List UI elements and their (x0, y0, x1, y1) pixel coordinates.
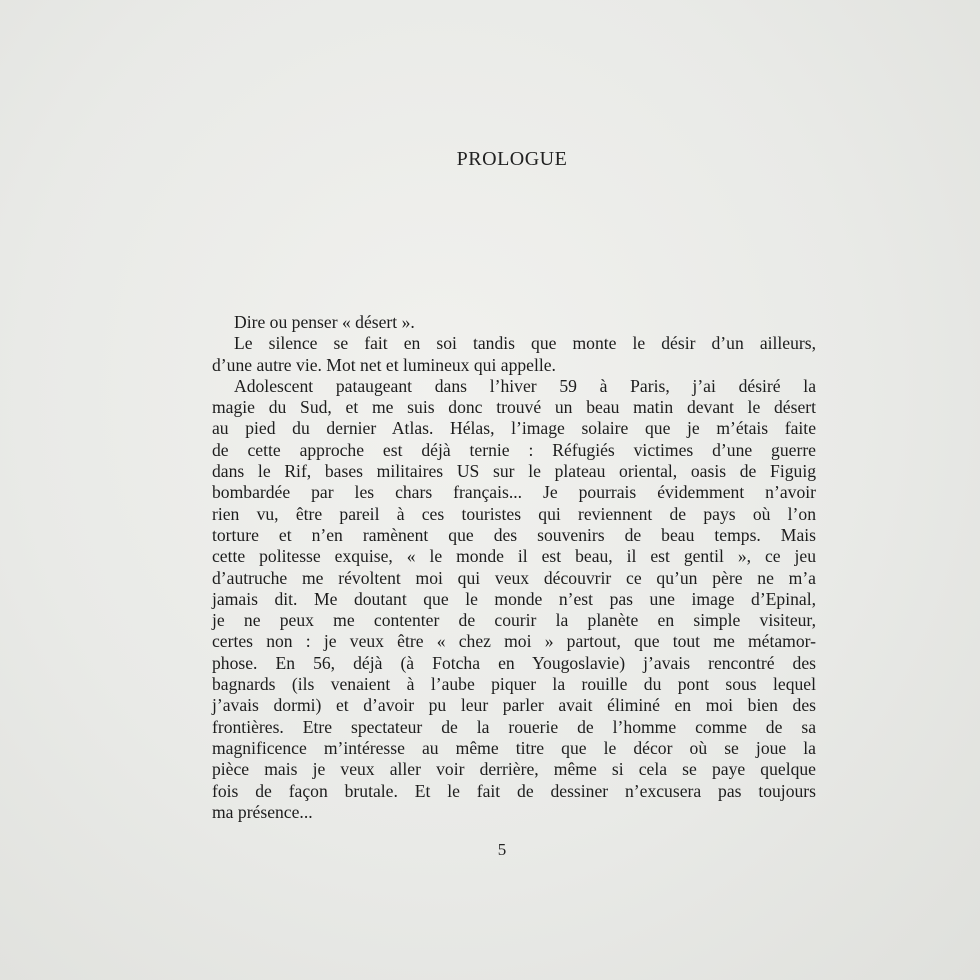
text-line: rien vu, être pareil à ces touristes qui reviennent de pays où l’on (212, 503, 816, 524)
text-line: Adolescent pataugeant dans l’hiver 59 à Paris, j’ai désiré la (234, 375, 816, 396)
text-line: d’une autre vie. Mot net et lumineux qui appelle. (212, 354, 556, 375)
text-line: fois de façon brutale. Et le fait de dessiner n’excusera pas toujours (212, 780, 816, 801)
text-line: Dire ou penser « désert ». (234, 312, 415, 332)
text-line: ma présence... (212, 801, 313, 822)
text-line: j’avais dormi) et d’avoir pu leur parler avait éliminé en moi bien des (212, 695, 816, 716)
text-line: phose. En 56, déjà (à Fotcha en Yougoslavie) j’avais rencontré des (212, 652, 816, 673)
text-line: pièce mais je veux aller voir derrière, même si cela se paye quelque (212, 759, 816, 780)
chapter-title: PROLOGUE (456, 148, 568, 170)
text-line: dans le Rif, bases militaires US sur le plateau oriental, oasis de Figuig (212, 461, 816, 482)
text-line: je ne peux me contenter de courir la planète en simple visiteur, (212, 610, 816, 631)
text-line: magie du Sud, et me suis donc trouvé un beau matin devant le désert (212, 397, 816, 418)
text-line: frontières. Etre spectateur de la rouerie de l’homme comme de sa (212, 716, 816, 737)
text-line: cette politesse exquise, « le monde il est beau, il est gentil », ce jeu (212, 546, 816, 567)
text-line: certes non : je veux être « chez moi » partout, que tout me métamor- (212, 631, 816, 652)
text-line: bagnards (ils venaient à l’aube piquer la rouille du pont sous lequel (212, 674, 816, 695)
text-line: jamais dit. Me doutant que le monde n’est pas une image d’Epinal, (212, 588, 816, 609)
text-line: magnificence m’intéresse au même titre que le décor où se joue la (212, 737, 816, 758)
text-line: au pied du dernier Atlas. Hélas, l’image solaire que je m’étais faite (212, 418, 816, 439)
text-line: bombardée par les chars français... Je pourrais évidemment n’avoir (212, 482, 816, 503)
text-line: d’autruche me révoltent moi qui veux découvrir ce qu’un père ne m’a (212, 567, 816, 588)
text-line: de cette approche est déjà ternie : Réfugiés victimes d’une guerre (212, 439, 816, 460)
text-line: Le silence se fait en soi tandis que monte le désir d’un ailleurs, (234, 333, 816, 354)
page-number: 5 (497, 840, 507, 859)
prologue-text (212, 312, 816, 823)
text-line: torture et n’en ramènent que des souvenirs de beau temps. Mais (212, 524, 816, 545)
